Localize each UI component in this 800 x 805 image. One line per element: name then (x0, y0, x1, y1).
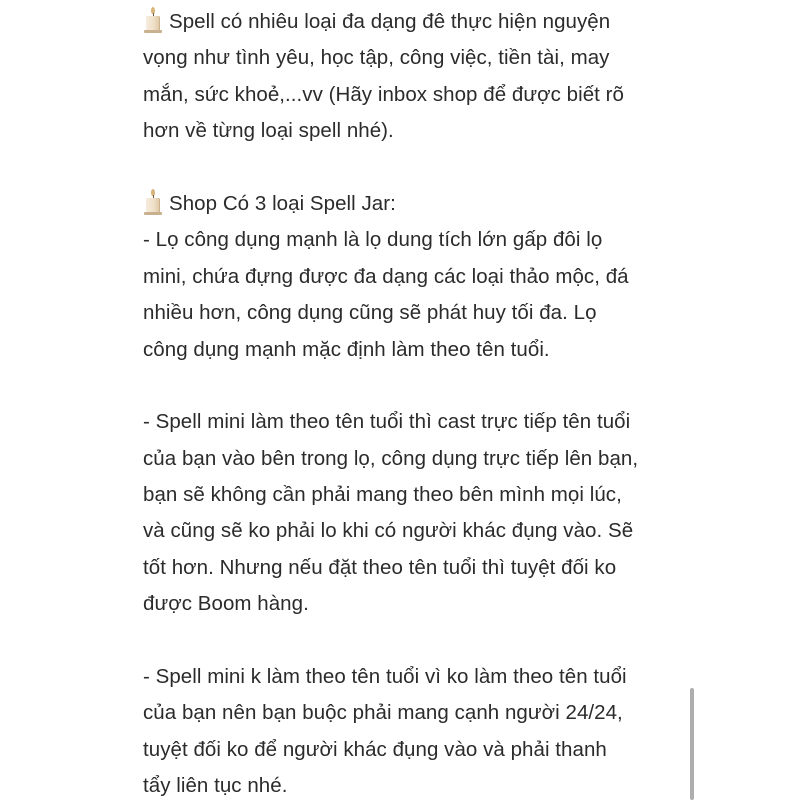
scrollbar[interactable] (690, 688, 694, 800)
note-text (143, 4, 703, 805)
note-line (143, 186, 703, 222)
candle-icon (143, 188, 165, 216)
blank-line (143, 623, 703, 659)
note-line: tốt hơn. Nhưng nếu đặt theo tên tuổi thì tuyệt đối ko (143, 555, 617, 579)
note-line: bạn sẽ không cần phải mang theo bên mình mọi lúc, (143, 483, 622, 507)
note-line: hơn về từng loại spell nhé). (143, 119, 394, 143)
note-line: - Spell mini k làm theo tên tuổi vì ko làm theo tên tuổi (143, 665, 627, 689)
note-line: và cũng sẽ ko phải lo khi có người khác đụng vào. Sẽ (143, 519, 634, 543)
candle-icon (143, 6, 165, 34)
blank-line (143, 368, 703, 404)
note-line: của bạn nên bạn buộc phải mang cạnh người 24/24, (143, 701, 623, 725)
note-line: tẩy liên tục nhé. (143, 774, 288, 798)
note-line: công dụng mạnh mặc định làm theo tên tuổi. (143, 337, 550, 361)
note-line-text: Spell có nhiêu loại đa dạng đê thực hiện nguyện (169, 10, 611, 33)
note-line: mini, chứa đựng được đa dạng các loại thảo mộc, đá (143, 264, 629, 288)
note-line: vọng như tình yêu, học tập, công việc, tiền tài, may (143, 46, 610, 70)
note-line: - Lọ công dụng mạnh là lọ dung tích lớn gấp đôi lọ (143, 228, 603, 252)
note-line (143, 4, 703, 40)
note-line: tuyệt đối ko để người khác đụng vào và phải thanh (143, 737, 607, 761)
note-line: được Boom hàng. (143, 592, 309, 616)
note-line: của bạn vào bên trong lọ, công dụng trực tiếp lên bạn, (143, 446, 639, 470)
note-line: mắn, sức khoẻ,...vv (Hãy inbox shop để được biết rõ (143, 82, 624, 106)
note-line: nhiều hơn, công dụng cũng sẽ phát huy tối đa. Lọ (143, 301, 597, 325)
blank-line (143, 150, 703, 186)
note-line-text: Shop Có 3 loại Spell Jar: (169, 191, 396, 215)
note-line: - Spell mini làm theo tên tuổi thì cast trực tiếp tên tuổi (143, 410, 631, 434)
